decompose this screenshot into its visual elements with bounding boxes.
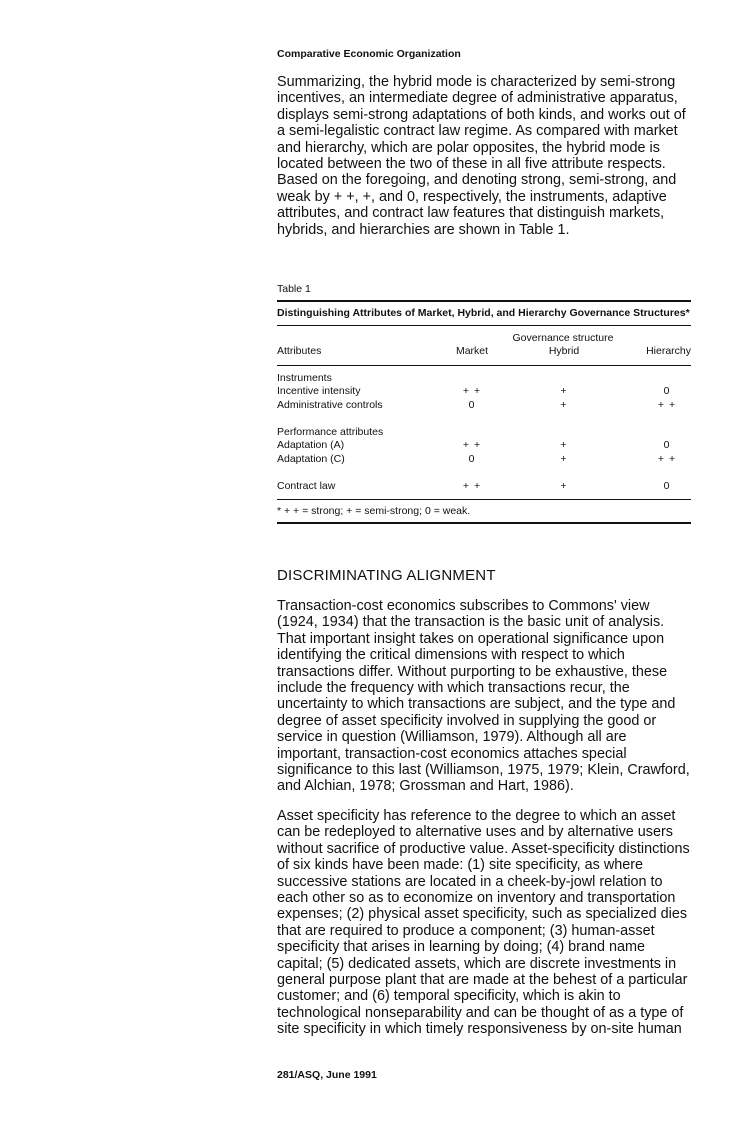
cell-attribute: Incentive intensity: [277, 385, 361, 397]
cell-hybrid: +: [560, 385, 568, 397]
table-row: [277, 439, 691, 453]
section-heading-performance: Performance attributes: [277, 425, 384, 438]
table-row: [277, 453, 691, 467]
section-heading: DISCRIMINATING ALIGNMENT: [277, 567, 496, 584]
page-footer: 281/ASQ, June 1991: [277, 1069, 377, 1081]
table-label: Table 1: [277, 283, 311, 295]
table-row: [277, 480, 691, 494]
cell-hybrid: +: [560, 452, 568, 465]
cell-market: + +: [462, 479, 482, 492]
table-row: [277, 385, 691, 399]
cell-attribute: Adaptation (C): [277, 452, 345, 465]
cell-attribute: Adaptation (A): [277, 439, 345, 451]
cell-hierarchy: + +: [657, 452, 677, 465]
column-header-row: [277, 345, 691, 359]
col-header-hybrid: Hybrid: [548, 345, 580, 357]
running-head: Comparative Economic Organization: [277, 48, 461, 60]
cell-hierarchy: 0: [663, 479, 671, 492]
section-heading-instruments: Instruments: [277, 371, 332, 384]
col-header-hierarchy: Hierarchy: [646, 345, 691, 357]
cell-market: 0: [468, 452, 476, 465]
cell-hybrid: +: [560, 439, 568, 451]
col-header-market: Market: [455, 345, 489, 357]
cell-hybrid: +: [560, 479, 568, 492]
group-header: Governance structure: [512, 331, 614, 344]
paragraph-transaction-cost: Transaction-cost economics subscribes to Commons' view (1924, 1934) that the transaction is the basic unit of analysis. That important insight takes on operational significance upon identifying the critical dimensions with respect to which transactions differ. Without purporting to be exhaustive, these include the frequency with which transactions recur, the uncertainty to which transactions are subject, and the type and degree of asset specificity involved in supplying the good or service in question (Williamson, 1979). Although all are important, transaction-cost economics attaches special significance to this last (Williamson, 1975, 1979; Klein, Crawford, and Alchian, 1978; Grossman and Hart, 1986).: [277, 598, 690, 795]
table-bottom-rule: [277, 522, 691, 524]
cell-hierarchy: 0: [663, 439, 671, 451]
cell-hierarchy: + +: [657, 398, 677, 411]
table-title: Distinguishing Attributes of Market, Hybrid, and Hierarchy Governance Structures*: [277, 307, 690, 319]
paragraph-asset-specificity: Asset specificity has reference to the degree to which an asset can be redeployed to alternative uses and by alternative users without sacrifice of productive value. Asset-specificity distinctions of six kinds have been made: (1) site specificity, as where successive stations are located in a cheek-by-jowl relation to each other so as to economize on inventory and transportation expenses; (2) physical asset specificity, such as specialized dies that are required to produce a component; (3) human-asset specificity that arises in learning by doing; (4) brand name capital; (5) dedicated assets, which are discrete investments in general purpose plant that are made at the behest of a particular customer; and (6) temporal specificity, which is akin to technological nonseparability and can be thought of as a type of site specificity in which timely responsiveness by on-site human: [277, 808, 690, 1038]
cell-market: 0: [468, 398, 476, 411]
cell-hybrid: +: [560, 398, 568, 411]
cell-market: + +: [462, 385, 482, 397]
table-footnote: * + + = strong; + = semi-strong; 0 = weak.: [277, 505, 471, 517]
paragraph-summary: Summarizing, the hybrid mode is characterized by semi-strong incentives, an intermediate degree of administrative apparatus, displays semi-strong adaptations of both kinds, and works out of a semi-legalistic contract law regime. As compared with market and hierarchy, which are polar opposites, the hybrid mode is located between the two of these in all five attribute respects. Based on the foregoing, and denoting strong, semi-strong, and weak by + +, +, and 0, respectively, the instruments, adaptive attributes, and contract law features that distinguish markets, hybrids, and hierarchies are shown in Table 1.: [277, 74, 686, 238]
col-header-attributes: Attributes: [277, 345, 322, 357]
cell-market: + +: [462, 439, 482, 451]
cell-attribute: Contract law: [277, 479, 336, 492]
section-heading-row: [277, 372, 691, 386]
group-header-row: [277, 332, 691, 346]
cell-attribute: Administrative controls: [277, 398, 383, 411]
cell-hierarchy: 0: [663, 385, 671, 397]
governance-table: [277, 326, 691, 501]
table-row: [277, 399, 691, 413]
section-heading-row: [277, 426, 691, 440]
table-1: [277, 300, 691, 524]
